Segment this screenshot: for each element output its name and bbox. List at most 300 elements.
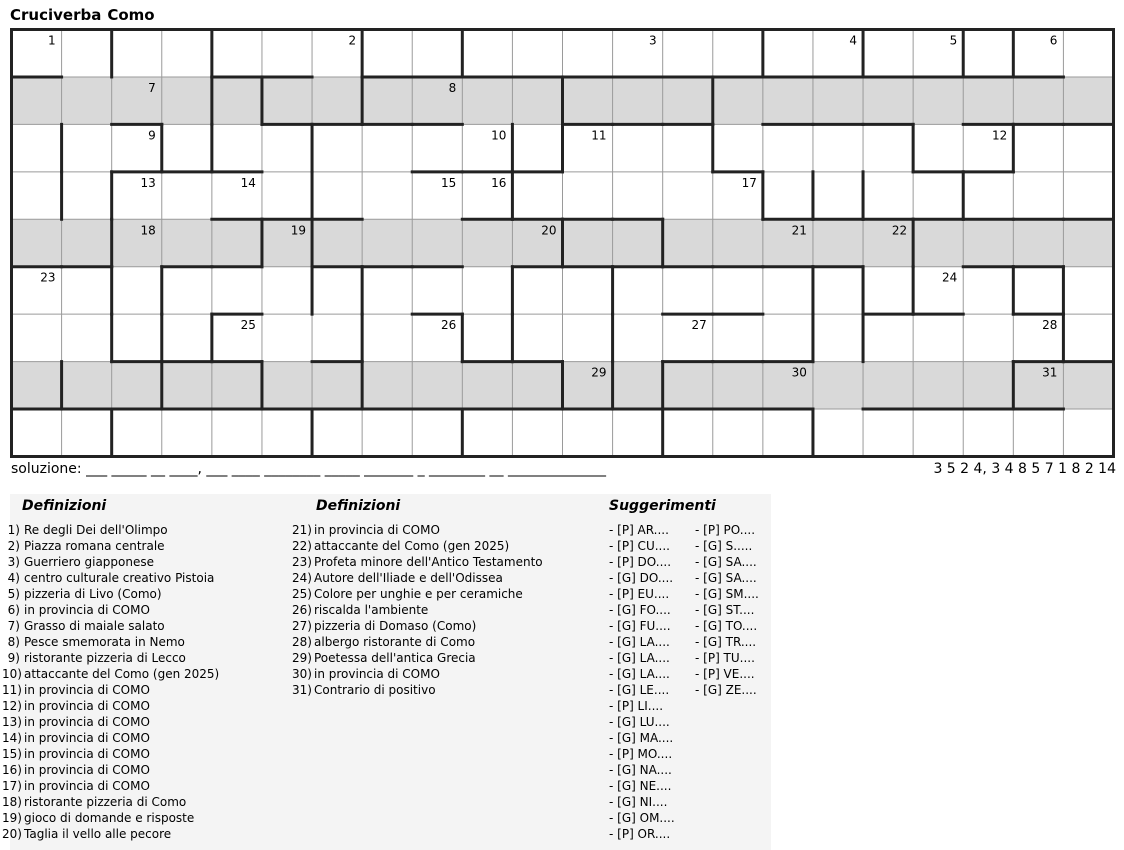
- grid-cell[interactable]: [362, 77, 412, 124]
- grid-cell[interactable]: [262, 362, 312, 409]
- grid-cell[interactable]: [963, 77, 1013, 124]
- grid-cell[interactable]: [512, 77, 562, 124]
- hint-item: - [G] ZE....: [695, 683, 757, 697]
- grid-cell[interactable]: [462, 77, 512, 124]
- puzzle-title: [10, 6, 155, 24]
- crossword-grid-canvas[interactable]: [10, 28, 1115, 458]
- grid-cell[interactable]: [362, 219, 412, 266]
- hint-item: - [G] SA....: [695, 571, 757, 585]
- clue-number: 12): [2, 699, 22, 713]
- hint-item: - [G] TO....: [695, 619, 758, 633]
- grid-cell[interactable]: [863, 77, 913, 124]
- clue-number: 18): [2, 795, 22, 809]
- grid-cell[interactable]: [763, 172, 813, 219]
- grid-cell[interactable]: [1013, 409, 1063, 456]
- clue-number: 16): [2, 763, 22, 777]
- grid-cell[interactable]: [763, 124, 813, 171]
- cell-number: 30: [791, 365, 807, 380]
- grid-cell[interactable]: [963, 409, 1013, 456]
- grid-cell[interactable]: [713, 30, 763, 77]
- grid-cell[interactable]: [62, 124, 112, 171]
- grid-cell[interactable]: [563, 219, 613, 266]
- grid-cell[interactable]: [362, 409, 412, 456]
- clue-item: [2, 634, 185, 650]
- clues-panel: [2, 494, 771, 850]
- title-sub: Como: [107, 6, 155, 24]
- clue-number: 28): [292, 635, 312, 649]
- cell-number: 23: [40, 270, 56, 285]
- grid-cell[interactable]: [563, 77, 613, 124]
- hint-item: - [G] SA....: [695, 555, 757, 569]
- grid-cell[interactable]: [262, 77, 312, 124]
- hint-item: - [G] LA....: [609, 667, 670, 681]
- grid-cell[interactable]: [62, 77, 112, 124]
- grid-cell[interactable]: [863, 314, 913, 361]
- grid-cell[interactable]: [312, 314, 362, 361]
- grid-cell[interactable]: [112, 409, 162, 456]
- clue-item: [292, 586, 523, 602]
- grid-cell[interactable]: [412, 267, 462, 314]
- grid-cell[interactable]: [663, 219, 713, 266]
- clue-text: centro culturale creativo Pistoia: [24, 571, 215, 585]
- hint-item: - [P] EU....: [609, 587, 670, 601]
- clue-number: 17): [2, 779, 22, 793]
- grid-cell[interactable]: [663, 124, 713, 171]
- grid-cell[interactable]: [563, 30, 613, 77]
- grid-cell[interactable]: [362, 124, 412, 171]
- clue-number: 21): [292, 523, 312, 537]
- grid-cell[interactable]: [913, 362, 963, 409]
- title-main: Cruciverba: [10, 6, 102, 24]
- definitions-heading: Definizioni: [316, 498, 401, 514]
- grid-cell[interactable]: [763, 267, 813, 314]
- grid-cell[interactable]: [913, 172, 963, 219]
- cell-number: 18: [140, 223, 156, 238]
- grid-cell[interactable]: [713, 124, 763, 171]
- clue-text: Contrario di positivo: [314, 683, 436, 697]
- grid-cell[interactable]: [813, 314, 863, 361]
- grid-cell[interactable]: [162, 314, 212, 361]
- cell-number: 9: [148, 128, 156, 143]
- grid-cell[interactable]: [162, 362, 212, 409]
- clue-item: [2, 810, 194, 826]
- grid-cell[interactable]: [563, 267, 613, 314]
- grid-cell[interactable]: [62, 267, 112, 314]
- clue-text: albergo ristorante di Como: [314, 635, 476, 649]
- grid-cell[interactable]: [813, 172, 863, 219]
- clue-item: [292, 570, 503, 586]
- cell-number: 19: [290, 223, 307, 238]
- grid-cell[interactable]: [1063, 172, 1113, 219]
- grid-cell[interactable]: [212, 267, 262, 314]
- grid-cell[interactable]: [462, 219, 512, 266]
- grid-cell[interactable]: [1063, 77, 1113, 124]
- grid-cell[interactable]: [713, 314, 763, 361]
- hint-item: - [G] NE....: [609, 779, 672, 793]
- grid-cell[interactable]: [512, 30, 562, 77]
- clue-text: in provincia di COMO: [24, 699, 150, 713]
- clue-item: [292, 650, 476, 666]
- cell-number: 6: [1049, 33, 1058, 48]
- solution-lengths: 3 5 2 4, 3 4 8 5 7 1 8 2 14: [933, 461, 1116, 477]
- grid-cell[interactable]: [913, 409, 963, 456]
- grid-cell[interactable]: [212, 409, 262, 456]
- cell-number: 8: [448, 80, 457, 95]
- hint-item: - [P] PO....: [695, 523, 756, 537]
- grid-cell[interactable]: [512, 172, 562, 219]
- clue-number: 27): [292, 619, 312, 633]
- clue-item: [2, 746, 150, 762]
- cell-number: 25: [240, 318, 256, 333]
- grid-cell[interactable]: [312, 409, 362, 456]
- clue-number: 25): [292, 587, 312, 601]
- grid-cell[interactable]: [1063, 219, 1113, 266]
- grid-cell[interactable]: [262, 409, 312, 456]
- grid-cell[interactable]: [913, 314, 963, 361]
- clue-number: 19): [2, 811, 22, 825]
- grid-cell[interactable]: [62, 409, 112, 456]
- clue-text: in provincia di COMO: [24, 715, 150, 729]
- grid-cell[interactable]: [963, 267, 1013, 314]
- grid-cell[interactable]: [62, 314, 112, 361]
- grid-cell[interactable]: [162, 77, 212, 124]
- grid-cell[interactable]: [262, 267, 312, 314]
- grid-cell[interactable]: [563, 409, 613, 456]
- grid-cell[interactable]: [813, 124, 863, 171]
- grid-cell[interactable]: [813, 409, 863, 456]
- hint-item: - [P] VE....: [695, 667, 755, 681]
- cell-number: 13: [140, 175, 156, 190]
- grid-cell[interactable]: [763, 409, 813, 456]
- clue-item: [292, 554, 543, 570]
- grid-cell[interactable]: [813, 77, 863, 124]
- clue-number: 31): [292, 683, 312, 697]
- grid-cell[interactable]: [212, 124, 262, 171]
- grid-cell[interactable]: [462, 314, 512, 361]
- grid-cell[interactable]: [913, 77, 963, 124]
- grid-cell[interactable]: [462, 362, 512, 409]
- clue-text: Pesce smemorata in Nemo: [24, 635, 185, 649]
- cell-number: 29: [591, 365, 607, 380]
- clue-number: 4): [7, 571, 20, 585]
- grid-cell[interactable]: [362, 362, 412, 409]
- clue-item: [2, 794, 186, 810]
- clue-text: Colore per unghie e per ceramiche: [314, 587, 523, 601]
- clue-text: Piazza romana centrale: [24, 539, 165, 553]
- grid-cell[interactable]: [12, 219, 62, 266]
- hints-heading: Suggerimenti: [609, 498, 716, 514]
- grid-cell[interactable]: [1013, 124, 1063, 171]
- hint-item: - [G] TR....: [695, 635, 757, 649]
- grid-cell[interactable]: [1013, 172, 1063, 219]
- grid-cell[interactable]: [412, 409, 462, 456]
- grid-cell[interactable]: [863, 124, 913, 171]
- grid-cell[interactable]: [512, 314, 562, 361]
- hint-item: - [G] ST....: [695, 603, 755, 617]
- grid-cell[interactable]: [162, 219, 212, 266]
- clue-text: pizzeria di Domaso (Como): [314, 619, 477, 633]
- grid-cell[interactable]: [663, 77, 713, 124]
- clue-item: [2, 586, 162, 602]
- grid-cell[interactable]: [212, 362, 262, 409]
- clue-text: Profeta minore dell'Antico Testamento: [314, 555, 543, 569]
- clue-text: gioco di domande e risposte: [24, 811, 195, 825]
- hint-item: - [G] NA....: [609, 763, 672, 777]
- hint-item: - [P] LI....: [609, 699, 664, 713]
- cell-number: 31: [1042, 365, 1058, 380]
- clue-number: 3): [7, 555, 20, 569]
- grid-cell[interactable]: [663, 362, 713, 409]
- clue-item: [2, 762, 150, 778]
- hint-item: - [P] CU....: [609, 539, 670, 553]
- clue-number: 15): [2, 747, 22, 761]
- clue-item: [2, 538, 165, 554]
- clue-text: attaccante del Como (gen 2025): [24, 667, 220, 681]
- grid-cell[interactable]: [262, 124, 312, 171]
- grid-cell[interactable]: [863, 362, 913, 409]
- grid-cell[interactable]: [963, 172, 1013, 219]
- clue-item: [2, 666, 219, 682]
- grid-cell[interactable]: [112, 362, 162, 409]
- grid-cell[interactable]: [162, 124, 212, 171]
- grid-cell[interactable]: [613, 267, 663, 314]
- clue-number: 1): [7, 523, 20, 537]
- hint-item: - [G] FO....: [609, 603, 671, 617]
- clue-item: [292, 538, 509, 554]
- grid-cell[interactable]: [713, 219, 763, 266]
- grid-cell[interactable]: [512, 362, 562, 409]
- grid-cell[interactable]: [512, 124, 562, 171]
- grid-cell[interactable]: [613, 314, 663, 361]
- grid-cell[interactable]: [112, 314, 162, 361]
- crossword-grid[interactable]: [10, 28, 1115, 458]
- clue-text: Grasso di maiale salato: [24, 619, 165, 633]
- grid-cell[interactable]: [362, 172, 412, 219]
- clue-text: ristorante pizzeria di Lecco: [24, 651, 186, 665]
- clue-text: in provincia di COMO: [24, 731, 150, 745]
- grid-cell[interactable]: [212, 77, 262, 124]
- clue-number: 7): [7, 619, 20, 633]
- cell-number: 15: [441, 175, 457, 190]
- grid-cell[interactable]: [12, 77, 62, 124]
- hint-item: - [G] DO....: [609, 571, 674, 585]
- grid-cell[interactable]: [12, 362, 62, 409]
- grid-cell[interactable]: [212, 30, 262, 77]
- clue-item: [2, 554, 154, 570]
- grid-cell[interactable]: [963, 30, 1013, 77]
- clue-text: Autore dell'Iliade e dell'Odissea: [314, 571, 503, 585]
- clue-text: in provincia di COMO: [24, 747, 150, 761]
- grid-cell[interactable]: [813, 267, 863, 314]
- grid-cell[interactable]: [663, 30, 713, 77]
- cell-number: 17: [741, 175, 757, 190]
- grid-cell[interactable]: [362, 267, 412, 314]
- grid-cell[interactable]: [512, 267, 562, 314]
- grid-cell[interactable]: [613, 409, 663, 456]
- clue-item: [292, 522, 440, 538]
- clue-number: 11): [2, 683, 22, 697]
- grid-cell[interactable]: [62, 172, 112, 219]
- cell-number: 2: [348, 33, 357, 48]
- grid-cell[interactable]: [462, 409, 512, 456]
- grid-cell[interactable]: [312, 267, 362, 314]
- grid-cell[interactable]: [162, 409, 212, 456]
- grid-cell[interactable]: [913, 219, 963, 266]
- grid-cell[interactable]: [62, 362, 112, 409]
- grid-cell[interactable]: [312, 124, 362, 171]
- grid-cell[interactable]: [913, 124, 963, 171]
- grid-cell[interactable]: [563, 314, 613, 361]
- grid-cell[interactable]: [613, 77, 663, 124]
- cell-number: 26: [441, 318, 457, 333]
- grid-cell[interactable]: [262, 314, 312, 361]
- solution-blanks[interactable]: ___ _____ __ ____, ___ ____ ________ _____ _______ _ ________ __ ______________: [86, 461, 606, 477]
- grid-cell[interactable]: [62, 30, 112, 77]
- grid-cell[interactable]: [713, 409, 763, 456]
- grid-cell[interactable]: [162, 172, 212, 219]
- cell-number: 14: [240, 175, 256, 190]
- cell-number: 21: [791, 223, 807, 238]
- grid-cell[interactable]: [813, 219, 863, 266]
- clue-number: 13): [2, 715, 22, 729]
- grid-cell[interactable]: [613, 172, 663, 219]
- clue-number: 5): [7, 587, 20, 601]
- grid-cell[interactable]: [312, 219, 362, 266]
- grid-cell[interactable]: [162, 267, 212, 314]
- hint-item: - [G] SM....: [695, 587, 759, 601]
- clue-number: 23): [292, 555, 312, 569]
- clue-text: pizzeria di Livo (Como): [24, 587, 162, 601]
- grid-cell[interactable]: [1063, 409, 1113, 456]
- clue-number: 14): [2, 731, 22, 745]
- solution-row: [11, 461, 606, 477]
- clue-item: [2, 618, 165, 634]
- grid-cell[interactable]: [1063, 267, 1113, 314]
- grid-cell[interactable]: [412, 219, 462, 266]
- clue-text: attaccante del Como (gen 2025): [314, 539, 510, 553]
- clue-text: in provincia di COMO: [24, 779, 150, 793]
- grid-cell[interactable]: [412, 362, 462, 409]
- cell-number: 16: [491, 175, 507, 190]
- cell-number: 12: [992, 128, 1008, 143]
- grid-cell[interactable]: [863, 409, 913, 456]
- grid-cell[interactable]: [963, 219, 1013, 266]
- grid-cell[interactable]: [362, 30, 412, 77]
- grid-cell[interactable]: [312, 77, 362, 124]
- clue-number: 6): [7, 603, 20, 617]
- grid-cell[interactable]: [763, 30, 813, 77]
- grid-cell[interactable]: [112, 30, 162, 77]
- hint-item: - [P] MO....: [609, 747, 673, 761]
- grid-cell[interactable]: [1063, 30, 1113, 77]
- hint-item: - [P] TU....: [695, 651, 755, 665]
- clue-item: [292, 634, 475, 650]
- clue-number: 8): [7, 635, 20, 649]
- hint-item: - [G] NI....: [609, 795, 668, 809]
- grid-cell[interactable]: [613, 362, 663, 409]
- hint-item: - [G] LE....: [609, 683, 670, 697]
- grid-cell[interactable]: [563, 172, 613, 219]
- clue-item: [2, 714, 150, 730]
- clue-text: Re degli Dei dell'Olimpo: [24, 523, 168, 537]
- grid-cell[interactable]: [62, 219, 112, 266]
- grid-cell[interactable]: [663, 172, 713, 219]
- grid-cell[interactable]: [863, 267, 913, 314]
- clue-item: [2, 698, 150, 714]
- grid-cell[interactable]: [212, 219, 262, 266]
- grid-cell[interactable]: [312, 362, 362, 409]
- clue-item: [2, 650, 186, 666]
- grid-cell[interactable]: [1013, 77, 1063, 124]
- grid-cell[interactable]: [1063, 314, 1113, 361]
- grid-cell[interactable]: [412, 124, 462, 171]
- clue-number: 26): [292, 603, 312, 617]
- grid-cell[interactable]: [112, 267, 162, 314]
- grid-cell[interactable]: [412, 30, 462, 77]
- grid-cell[interactable]: [863, 172, 913, 219]
- grid-cell[interactable]: [512, 409, 562, 456]
- grid-cell[interactable]: [12, 409, 62, 456]
- hint-item: - [G] LU....: [609, 715, 670, 729]
- grid-cell[interactable]: [162, 30, 212, 77]
- grid-cell[interactable]: [262, 30, 312, 77]
- grid-cell[interactable]: [262, 172, 312, 219]
- grid-cell[interactable]: [1063, 124, 1113, 171]
- hint-item: - [G] FU....: [609, 619, 671, 633]
- grid-cell[interactable]: [713, 77, 763, 124]
- solution-label: soluzione:: [11, 461, 82, 477]
- grid-cell[interactable]: [12, 124, 62, 171]
- grid-cell[interactable]: [462, 30, 512, 77]
- grid-cell[interactable]: [713, 267, 763, 314]
- cell-number: 28: [1042, 318, 1058, 333]
- cell-number: 27: [691, 318, 707, 333]
- cell-number: 11: [591, 128, 607, 143]
- grid-cell[interactable]: [713, 362, 763, 409]
- clue-text: in provincia di COMO: [24, 763, 150, 777]
- grid-cell[interactable]: [613, 124, 663, 171]
- hint-item: - [G] LA....: [609, 651, 670, 665]
- hint-item: - [P] OR....: [609, 827, 671, 841]
- grid-cell[interactable]: [1013, 267, 1063, 314]
- clue-text: in provincia di COMO: [314, 523, 440, 537]
- grid-cell[interactable]: [813, 362, 863, 409]
- grid-cell[interactable]: [763, 314, 813, 361]
- clue-number: 29): [292, 651, 312, 665]
- grid-cell[interactable]: [12, 314, 62, 361]
- grid-cell[interactable]: [863, 30, 913, 77]
- grid-cell[interactable]: [312, 172, 362, 219]
- grid-cell[interactable]: [963, 314, 1013, 361]
- clue-item: [292, 602, 428, 618]
- grid-cell[interactable]: [763, 77, 813, 124]
- cell-number: 1: [47, 33, 56, 48]
- grid-cell[interactable]: [1063, 362, 1113, 409]
- grid-cell[interactable]: [963, 362, 1013, 409]
- clue-item: [2, 522, 168, 538]
- grid-cell[interactable]: [663, 409, 713, 456]
- grid-cell[interactable]: [663, 267, 713, 314]
- clue-item: [292, 618, 476, 634]
- grid-cell[interactable]: [462, 267, 512, 314]
- clue-item: [2, 826, 171, 842]
- grid-cell[interactable]: [613, 219, 663, 266]
- grid-cell[interactable]: [362, 314, 412, 361]
- cell-number: 7: [148, 80, 156, 95]
- grid-cell[interactable]: [1013, 219, 1063, 266]
- grid-cell[interactable]: [12, 172, 62, 219]
- cell-number: 10: [491, 128, 507, 143]
